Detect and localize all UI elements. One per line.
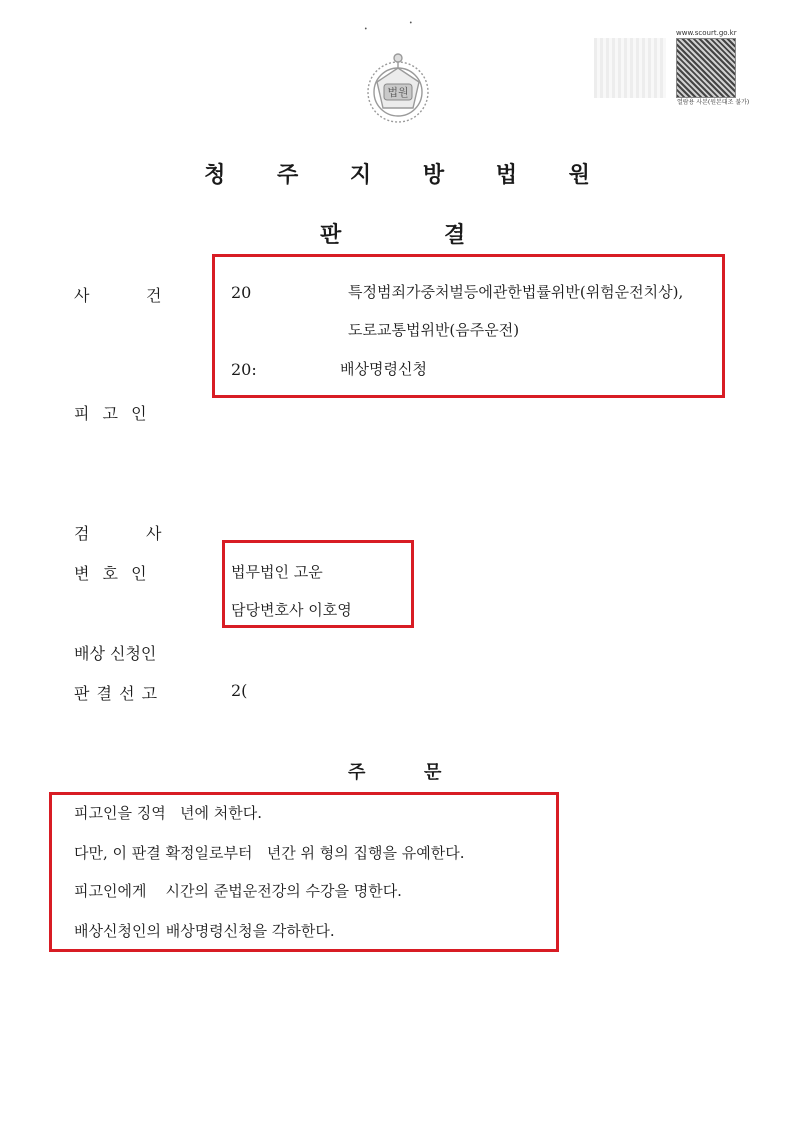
- case-name-1: 특정범죄가중처벌등에관한법률위반(위험운전치상),: [348, 283, 684, 301]
- court-seal-emblem: [356, 48, 440, 132]
- case-label-left: 사: [74, 286, 90, 305]
- case-name-2: 도로교통법위반(음주운전): [348, 321, 520, 339]
- seal-text: 법원: [387, 86, 409, 99]
- case-number-1: 20: [231, 283, 252, 302]
- judgment-title-right: 결: [444, 222, 466, 248]
- order-line: 피고인을 징역 년에 처한다.: [74, 804, 262, 822]
- counsel-label: 변 호 인: [74, 564, 151, 583]
- qr-caption-text: 열람용 사본(원본대조 불가): [677, 99, 750, 106]
- judgment-title-left: 판: [320, 222, 342, 248]
- order-title-right: 문: [424, 762, 442, 783]
- qr-code-icon: [676, 38, 736, 98]
- scan-dot: •: [364, 26, 368, 33]
- case-label-right: 건: [146, 286, 162, 305]
- scan-dot: •: [409, 20, 413, 27]
- prosecutor-label-right: 사: [146, 524, 162, 543]
- prosecutor-label-left: 검: [74, 524, 90, 543]
- law-firm-name: 법무법인 고운: [231, 563, 323, 581]
- attorney-name: 담당변호사 이호영: [231, 601, 352, 619]
- order-line: 다만, 이 판결 확정일로부터 년간 위 형의 집행을 유예한다.: [74, 844, 465, 862]
- court-name: 청 주 지 방 법 원: [204, 162, 612, 188]
- watermark-pattern: [594, 38, 666, 98]
- sentence-date-value: 2(: [231, 681, 248, 700]
- sentence-date-label: 판 결 선 고: [74, 684, 159, 703]
- case-number-2: 20:: [231, 360, 257, 379]
- qr-url-text: www.scourt.go.kr: [676, 29, 737, 37]
- order-title-left: 주: [348, 762, 366, 783]
- order-line: 피고인에게 시간의 준법운전강의 수강을 명한다.: [74, 882, 402, 900]
- applicant-label: 배상 신청인: [74, 644, 157, 663]
- defendant-label: 피 고 인: [74, 404, 151, 423]
- case-name-3: 배상명령신청: [340, 360, 427, 378]
- order-line: 배상신청인의 배상명령신청을 각하한다.: [74, 922, 335, 940]
